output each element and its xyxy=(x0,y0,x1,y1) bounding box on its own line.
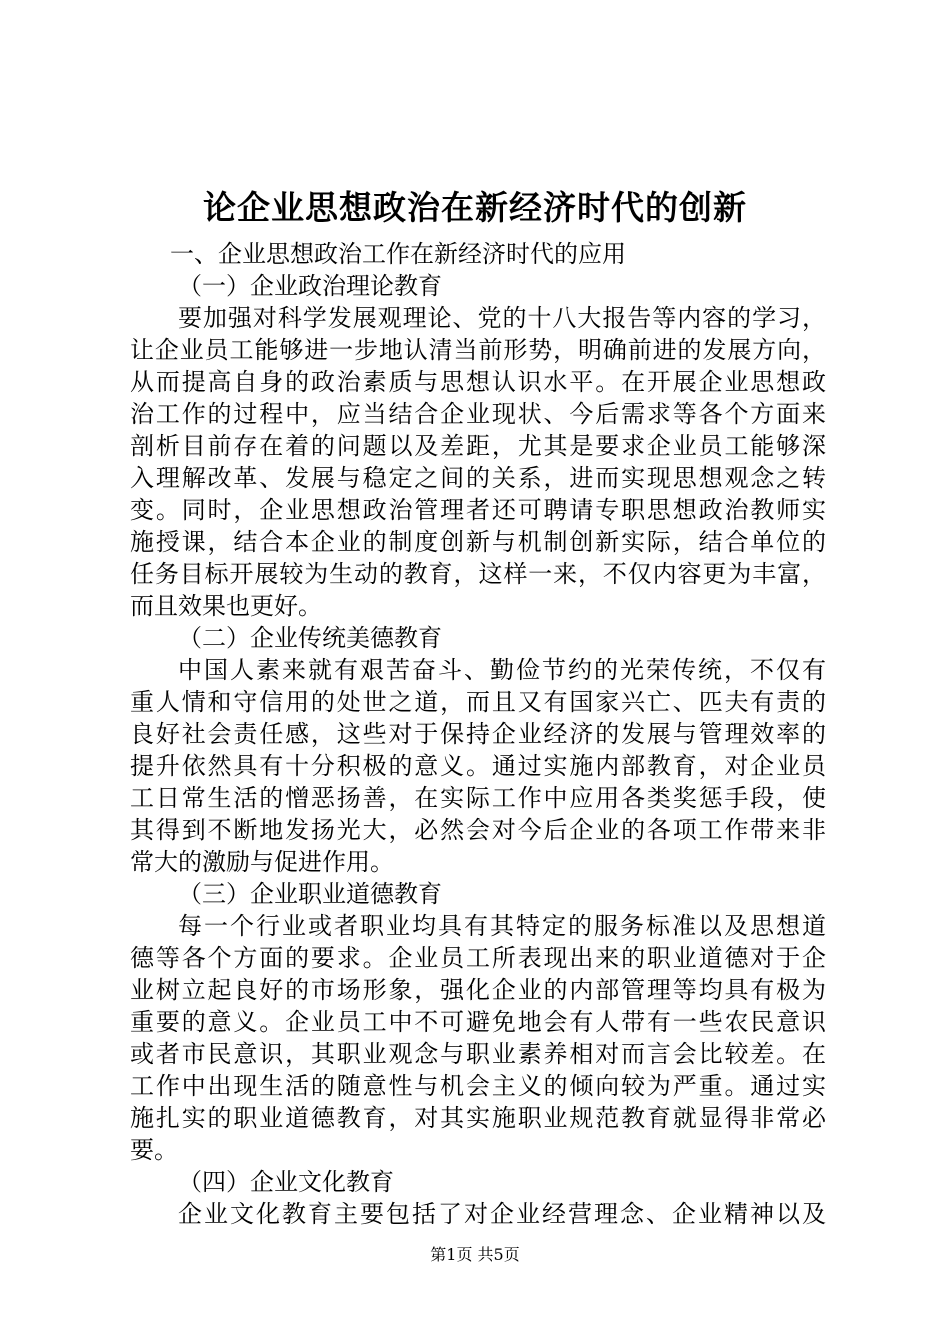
paragraph-line: 每一个行业或者职业均具有其特定的服务标准以及思想道 xyxy=(178,912,826,940)
paragraph-line: 让企业员工能够进一步地认清当前形势，明确前进的发展方向， xyxy=(130,336,826,364)
document-title: 论企业思想政治在新经济时代的创新 xyxy=(203,188,747,227)
paragraph-line: 施授课，结合本企业的制度创新与机制创新实际，结合单位的 xyxy=(130,528,826,556)
paragraph-line: 企业文化教育主要包括了对企业经营理念、企业精神以及 xyxy=(178,1200,826,1228)
paragraph-line: 剖析目前存在着的问题以及差距，尤其是要求企业员工能够深 xyxy=(130,432,826,460)
section-heading-2: （二）企业传统美德教育 xyxy=(178,624,442,652)
paragraph-line: 入理解改革、发展与稳定之间的关系，进而实现思想观念之转 xyxy=(130,464,826,492)
paragraph-line: 提升依然具有十分积极的意义。通过实施内部教育，对企业员 xyxy=(130,752,826,780)
paragraph-line: 治工作的过程中，应当结合企业现状、今后需求等各个方面来 xyxy=(130,400,826,428)
paragraph-line: 德等各个方面的要求。企业员工所表现出来的职业道德对于企 xyxy=(130,944,826,972)
paragraph-line: 良好社会责任感，这些对于保持企业经济的发展与管理效率的 xyxy=(130,720,826,748)
paragraph-line: 重人情和守信用的处世之道，而且又有国家兴亡、匹夫有责的 xyxy=(130,688,826,716)
document-body xyxy=(130,238,826,1230)
paragraph-line: 从而提高自身的政治素质与思想认识水平。在开展企业思想政 xyxy=(130,368,826,396)
paragraph-line: 变。同时，企业思想政治管理者还可聘请专职思想政治教师实 xyxy=(130,496,826,524)
paragraph-line: 其得到不断地发扬光大，必然会对今后企业的各项工作带来非 xyxy=(130,816,826,844)
section-heading-4: （四）企业文化教育 xyxy=(178,1168,394,1196)
paragraph-line: 工作中出现生活的随意性与机会主义的倾向较为严重。通过实 xyxy=(130,1072,826,1100)
section-heading-3: （三）企业职业道德教育 xyxy=(178,880,442,908)
section-heading-1: （一）企业政治理论教育 xyxy=(178,272,442,300)
paragraph-line: 施扎实的职业道德教育，对其实施职业规范教育就显得非常必 xyxy=(130,1104,826,1132)
page-footer: 第1页 共5页 xyxy=(430,1245,520,1264)
paragraph-line: 任务目标开展较为生动的教育，这样一来，不仅内容更为丰富， xyxy=(130,560,826,588)
paragraph-line: 要。 xyxy=(130,1136,178,1164)
paragraph-line: 或者市民意识，其职业观念与职业素养相对而言会比较差。在 xyxy=(130,1040,826,1068)
paragraph-line: 业树立起良好的市场形象，强化企业的内部管理等均具有极为 xyxy=(130,976,826,1004)
paragraph-line: 重要的意义。企业员工中不可避免地会有人带有一些农民意识 xyxy=(130,1008,826,1036)
chapter-heading: 一、企业思想政治工作在新经济时代的应用 xyxy=(170,240,626,268)
paragraph-line: 要加强对科学发展观理论、党的十八大报告等内容的学习， xyxy=(178,304,826,332)
paragraph-line: 常大的激励与促进作用。 xyxy=(130,848,394,876)
paragraph-line: 中国人素来就有艰苦奋斗、勤俭节约的光荣传统，不仅有 xyxy=(178,656,826,684)
paragraph-line: 工日常生活的憎恶扬善，在实际工作中应用各类奖惩手段，使 xyxy=(130,784,826,812)
paragraph-line: 而且效果也更好。 xyxy=(130,592,322,620)
